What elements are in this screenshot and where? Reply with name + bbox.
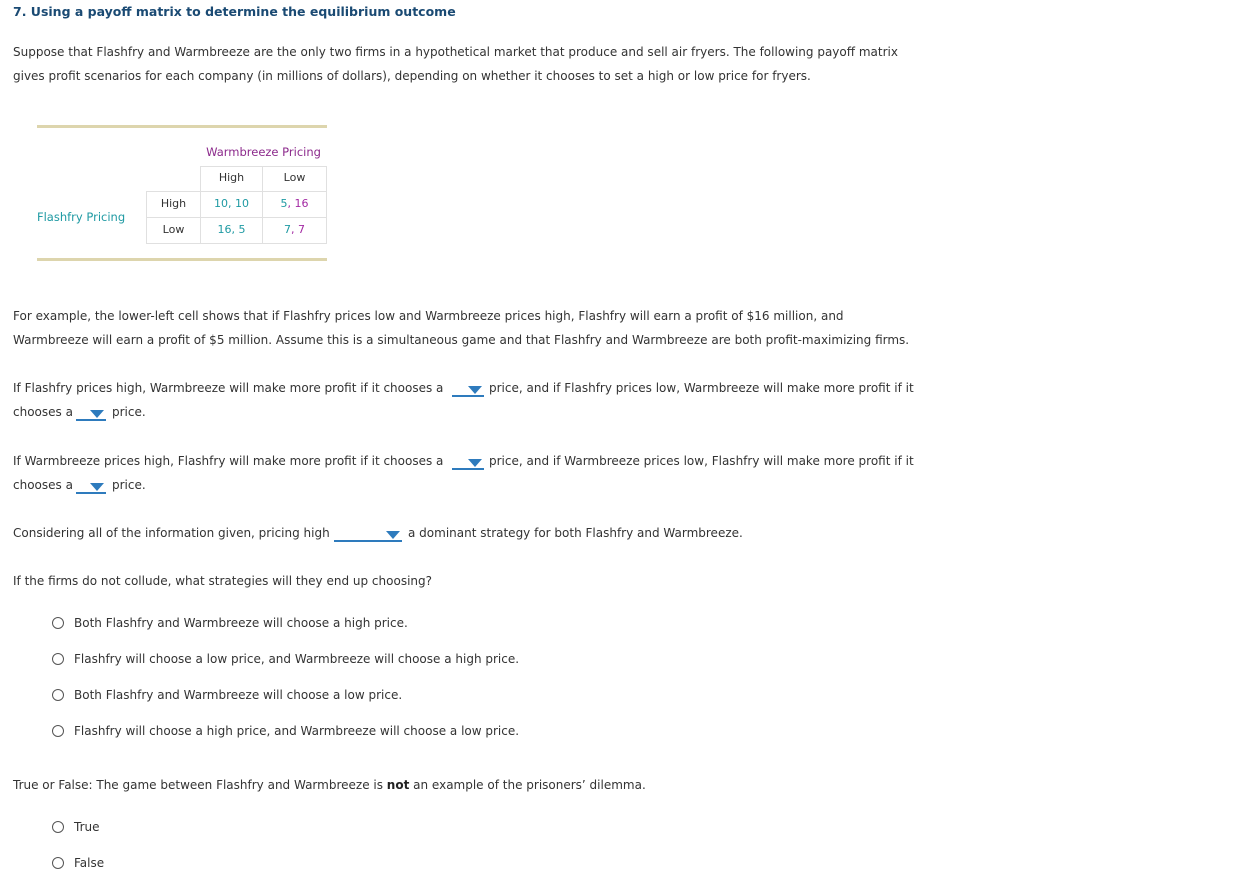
q2-text-3: chooses a xyxy=(13,478,73,492)
payoff-cell-low-low: 7, 7 xyxy=(284,223,305,236)
q1-text-1: If Flashfry prices high, Warmbreeze will make more profit if it chooses a xyxy=(13,381,444,395)
q2-text-2: price, and if Warmbreeze prices low, Flashfry will make more profit if it xyxy=(489,454,914,468)
intro-line-1: Suppose that Flashfry and Warmbreeze are the only two firms in a hypothetical market that produce and sell air fryers. The following payoff matrix xyxy=(13,45,898,59)
col-header-warmbreeze: Warmbreeze Pricing xyxy=(206,145,321,159)
radio-button[interactable] xyxy=(52,617,64,629)
radio-button[interactable] xyxy=(52,725,64,737)
q1-text-3: chooses a xyxy=(13,405,73,419)
q4-option-3[interactable]: Both Flashfry and Warmbreeze will choose a low price. xyxy=(52,686,402,704)
col-label-low: Low xyxy=(283,171,306,184)
chevron-down-icon xyxy=(90,483,104,491)
radio-button[interactable] xyxy=(52,653,64,665)
q4-option-2[interactable]: Flashfry will choose a low price, and Warmbreeze will choose a high price. xyxy=(52,650,519,668)
payoff-cell-low-high: 16, 5 xyxy=(217,223,246,236)
q5-prompt: True or False: The game between Flashfry and Warmbreeze is not an example of the prisoners’ dilemma. xyxy=(13,778,646,792)
example-line-2: Warmbreeze will earn a profit of $5 million. Assume this is a simultaneous game and that Flashfry and Warmbreeze are both profit-maximizing firms. xyxy=(13,333,910,347)
q1-dropdown-2[interactable] xyxy=(76,407,106,421)
row-label-high: High xyxy=(160,197,187,210)
q4-option-1[interactable]: Both Flashfry and Warmbreeze will choose a high price. xyxy=(52,614,408,632)
q5-option-true[interactable]: True xyxy=(52,818,100,836)
q4-option-4[interactable]: Flashfry will choose a high price, and Warmbreeze will choose a low price. xyxy=(52,722,519,740)
q3-text-1: Considering all of the information given, pricing high xyxy=(13,526,330,540)
payoff-cell-high-low: 5, 16 xyxy=(280,197,309,210)
matrix-top-rule xyxy=(37,125,327,128)
q5-option-false[interactable]: False xyxy=(52,854,104,872)
question-title: 7. Using a payoff matrix to determine the equilibrium outcome xyxy=(13,4,456,19)
q2-text-4: price. xyxy=(112,478,146,492)
chevron-down-icon xyxy=(468,386,482,394)
chevron-down-icon xyxy=(386,531,400,539)
q1-dropdown-1[interactable] xyxy=(452,383,484,397)
radio-button[interactable] xyxy=(52,821,64,833)
intro-line-2: gives profit scenarios for each company (in millions of dollars), depending on whether it chooses to set a high or low price for fryers. xyxy=(13,69,811,83)
q1-text-2: price, and if Flashfry prices low, Warmbreeze will make more profit if it xyxy=(489,381,914,395)
q3-dropdown[interactable] xyxy=(334,528,402,542)
q1-text-4: price. xyxy=(112,405,146,419)
q2-text-1: If Warmbreeze prices high, Flashfry will make more profit if it chooses a xyxy=(13,454,444,468)
example-line-1: For example, the lower-left cell shows that if Flashfry prices low and Warmbreeze prices high, Flashfry will earn a profit of $16 million, and xyxy=(13,309,844,323)
q4-prompt: If the firms do not collude, what strategies will they end up choosing? xyxy=(13,574,432,588)
payoff-cell-high-high: 10, 10 xyxy=(214,197,249,210)
radio-button[interactable] xyxy=(52,857,64,869)
matrix-bottom-rule xyxy=(37,258,327,261)
q2-dropdown-2[interactable] xyxy=(76,480,106,494)
chevron-down-icon xyxy=(468,459,482,467)
chevron-down-icon xyxy=(90,410,104,418)
row-label-low: Low xyxy=(162,223,185,236)
radio-button[interactable] xyxy=(52,689,64,701)
col-label-high: High xyxy=(218,171,245,184)
row-header-flashfry: Flashfry Pricing xyxy=(37,210,126,224)
q3-text-2: a dominant strategy for both Flashfry and Warmbreeze. xyxy=(408,526,743,540)
q2-dropdown-1[interactable] xyxy=(452,456,484,470)
